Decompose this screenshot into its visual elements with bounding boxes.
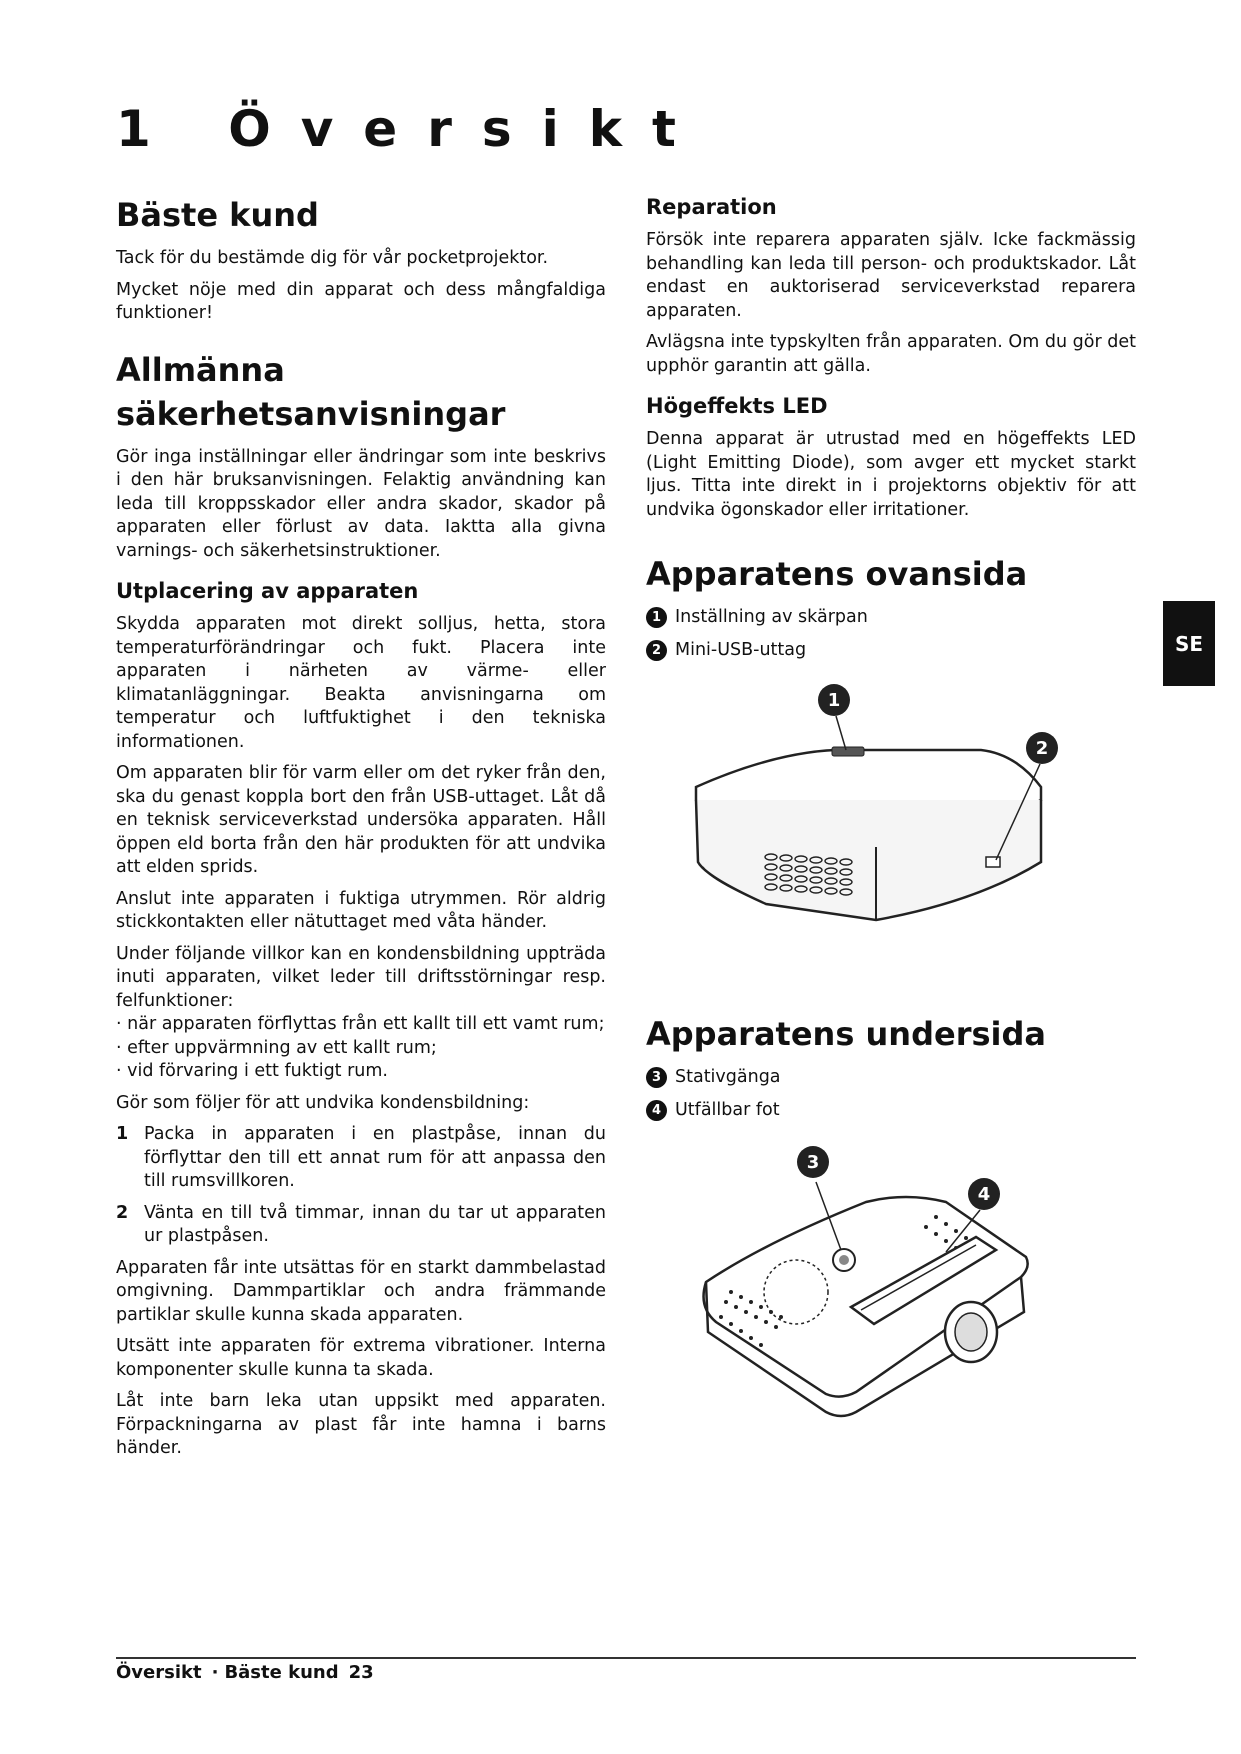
list-item: [116, 1202, 606, 1249]
section-title-sakerhetsanvisningar: Allmänna säkerhetsanvisningar: [116, 350, 506, 433]
language-tab: SE: [1163, 601, 1215, 686]
section-title-baste-kund: Bäste kund: [116, 196, 319, 234]
paragraph: Tack för du bestämde dig för vår pocketprojektor.: [116, 248, 549, 268]
number-badge: 1: [646, 607, 667, 628]
svg-text:4: 4: [977, 1184, 991, 1205]
page-number: 23: [348, 1662, 374, 1683]
paragraph: Under följande villkor kan en kondensbildning uppträda inuti apparaten, vilket leder till driftsstörningar resp. felfunktioner:: [116, 943, 606, 1011]
right-column: [646, 193, 1136, 1422]
legend-label: Mini-USB-uttag: [675, 639, 807, 660]
bullet-item: · efter uppvärmning av ett kallt rum;: [116, 1037, 437, 1058]
bullet-item: · när apparaten förflyttas från ett kallt till ett vamt rum;: [116, 1014, 605, 1034]
step-text: Vänta en till två timmar, innan du tar ut apparaten ur plastpåsen.: [144, 1202, 606, 1246]
svg-text:1: 1: [827, 690, 841, 711]
paragraph: Apparaten får inte utsättas för en starkt dammbelastad omgivning. Dammpartiklar och andra främmande partiklar skulle kunna skada apparaten.: [116, 1257, 606, 1325]
paragraph: Försök inte reparera apparaten själv. Icke fackmässig behandling kan leda till person- och produktskador. Låt endast en auktoriserad serviceverkstad reparera apparaten.: [646, 230, 1136, 321]
page-footer: [116, 1662, 374, 1683]
paragraph: Om apparaten blir för varm eller om det ryker från den, ska du genast koppla bort den från USB-uttaget. Låt då en teknisk serviceverkstad undersöka apparaten. Håll öppen eld borta från den här produkten för att undvika att elden sprids.: [116, 763, 606, 877]
legend-item: [646, 606, 1136, 630]
bullet-item: · vid förvaring i ett fuktigt rum.: [116, 1061, 388, 1081]
footer-divider: [116, 1657, 1136, 1659]
subsection-title-utplacering: Utplacering av apparaten: [116, 579, 419, 603]
subsection-title-reparation: Reparation: [646, 195, 777, 219]
legend-item: [646, 639, 1136, 663]
number-badge: 3: [646, 1067, 667, 1088]
paragraph: Skydda apparaten mot direkt solljus, hetta, stora temperaturförändringar och fukt. Placera inte apparaten i närheten av värme- eller klimatanläggningar. Beakta anvisningarna om temperatur och luftfuktighet i den tekniska informationen.: [116, 614, 606, 752]
bullet-list: [116, 1013, 606, 1084]
projector-top-illustration: [646, 672, 1086, 972]
list-item: [116, 1123, 606, 1194]
step-number: 1: [116, 1124, 129, 1144]
paragraph: Låt inte barn leka utan uppsikt med apparaten. Förpackningarna av plast får inte hamna i barns händer.: [116, 1391, 606, 1458]
footer-section: Översikt: [116, 1662, 202, 1683]
paragraph: Anslut inte apparaten i fuktiga utrymmen. Rör aldrig stickkontakten eller nätuttaget med våta händer.: [116, 888, 606, 932]
step-number: 2: [116, 1202, 129, 1223]
footer-subsection: Bäste kund: [224, 1662, 339, 1683]
left-column: [116, 193, 606, 1469]
legend-item: [646, 1099, 1136, 1123]
legend-label: Stativgänga: [675, 1067, 781, 1087]
subsection-title-led: Högeffekts LED: [646, 394, 828, 418]
paragraph: Gör inga inställningar eller ändringar som inte beskrivs i den här bruksanvisningen. Felaktig användning kan leda till kroppsskador eller andra skador, skador på apparaten eller förlust av data. Iaktta alla givna varnings- och säkerhetsinstruktioner.: [116, 446, 606, 561]
paragraph: Utsätt inte apparaten för extrema vibrationer. Interna komponenter skulle kunna ta skada.: [116, 1336, 606, 1380]
numbered-list: [116, 1123, 606, 1249]
legend-label: Utfällbar fot: [675, 1099, 780, 1120]
footer-separator: ·: [211, 1662, 219, 1683]
projector-bottom-illustration: [646, 1132, 1086, 1422]
paragraph: Avlägsna inte typskylten från apparaten. Om du gör det upphör garantin att gälla.: [646, 332, 1136, 376]
step-text: Packa in apparaten i en plastpåse, innan du förflyttar den till ett annat rum för att anpassa den till rumsvillkoren.: [144, 1124, 606, 1191]
paragraph: Gör som följer för att undvika kondensbildning:: [116, 1092, 530, 1113]
svg-text:3: 3: [806, 1152, 820, 1173]
legend-label: Inställning av skärpan: [675, 607, 868, 627]
chapter-title: 1 Översikt: [116, 100, 706, 158]
number-badge: 4: [646, 1100, 667, 1121]
section-title-ovansida: Apparatens ovansida: [646, 555, 1028, 593]
legend-item: [646, 1066, 1136, 1090]
paragraph: Denna apparat är utrustad med en högeffekts LED (Light Emitting Diode), som avger ett mycket starkt ljus. Titta inte direkt in i projektorns objektiv för att undvika ögonskador eller irritationer.: [646, 429, 1136, 520]
section-title-undersida: Apparatens undersida: [646, 1015, 1046, 1053]
paragraph: Mycket nöje med din apparat och dess mångfaldiga funktioner!: [116, 279, 606, 323]
svg-text:2: 2: [1035, 738, 1049, 759]
number-badge: 2: [646, 640, 667, 661]
